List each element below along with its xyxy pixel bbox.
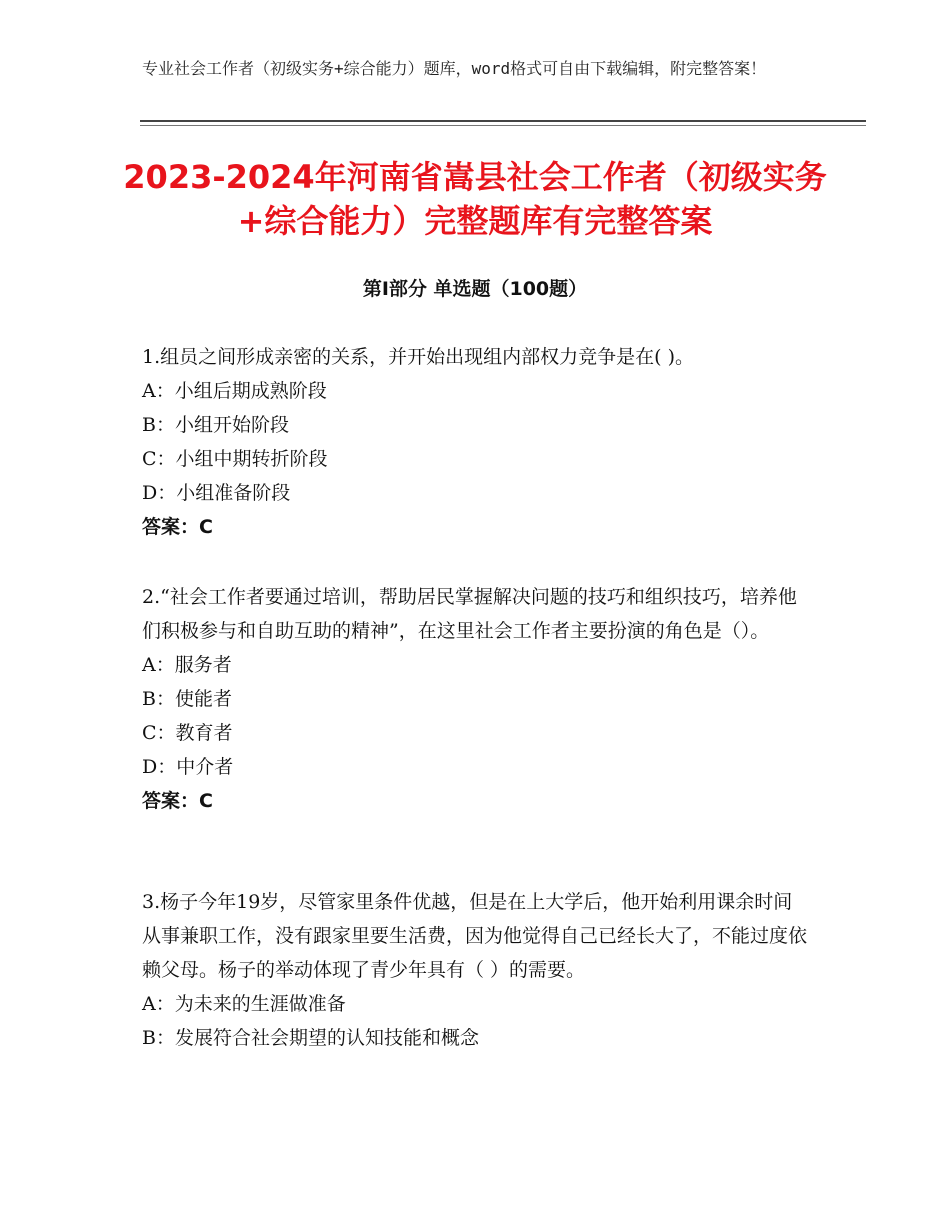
document-title: 2023-2024年河南省嵩县社会工作者（初级实务+综合能力）完整题库有完整答案 (123, 158, 827, 240)
option-c: C：小组中期转折阶段 (142, 448, 328, 470)
option-a: A：服务者 (142, 654, 232, 676)
question-2 (142, 580, 810, 818)
option-d: D：中介者 (142, 756, 234, 778)
option-a: A：为未来的生涯做准备 (142, 993, 346, 1015)
header-note: 专业社会工作者（初级实务+综合能力）题库，word格式可自由下载编辑，附完整答案！ (142, 59, 767, 78)
question-3 (142, 885, 810, 1055)
question-1 (142, 340, 810, 544)
question-stem: 2.“社会工作者要通过培训，帮助居民掌握解决问题的技巧和组织技巧，培养他们积极参与和自助互助的精神”，在这里社会工作者主要扮演的角色是（）。 (142, 586, 797, 642)
option-b: B：使能者 (142, 688, 232, 710)
answer: 答案：C (142, 516, 213, 538)
option-b: B：小组开始阶段 (142, 414, 289, 436)
question-stem: 3.杨子今年19岁，尽管家里条件优越，但是在上大学后，他开始利用课余时间从事兼职工作，没有跟家里要生活费，因为他觉得自己已经长大了，不能过度依赖父母。杨子的举动体现了青少年具有（ ）的需要。 (142, 891, 808, 981)
section-title: 第Ⅰ部分 单选题（100题） (362, 278, 588, 300)
option-d: D：小组准备阶段 (142, 482, 291, 504)
answer: 答案：C (142, 790, 213, 812)
option-c: C：教育者 (142, 722, 233, 744)
header-divider (140, 120, 866, 122)
option-a: A：小组后期成熟阶段 (142, 380, 327, 402)
header-divider-thin (140, 125, 866, 126)
option-b: B：发展符合社会期望的认知技能和概念 (142, 1027, 479, 1049)
question-stem: 1.组员之间形成亲密的关系，并开始出现组内部权力竞争是在( )。 (142, 346, 694, 368)
